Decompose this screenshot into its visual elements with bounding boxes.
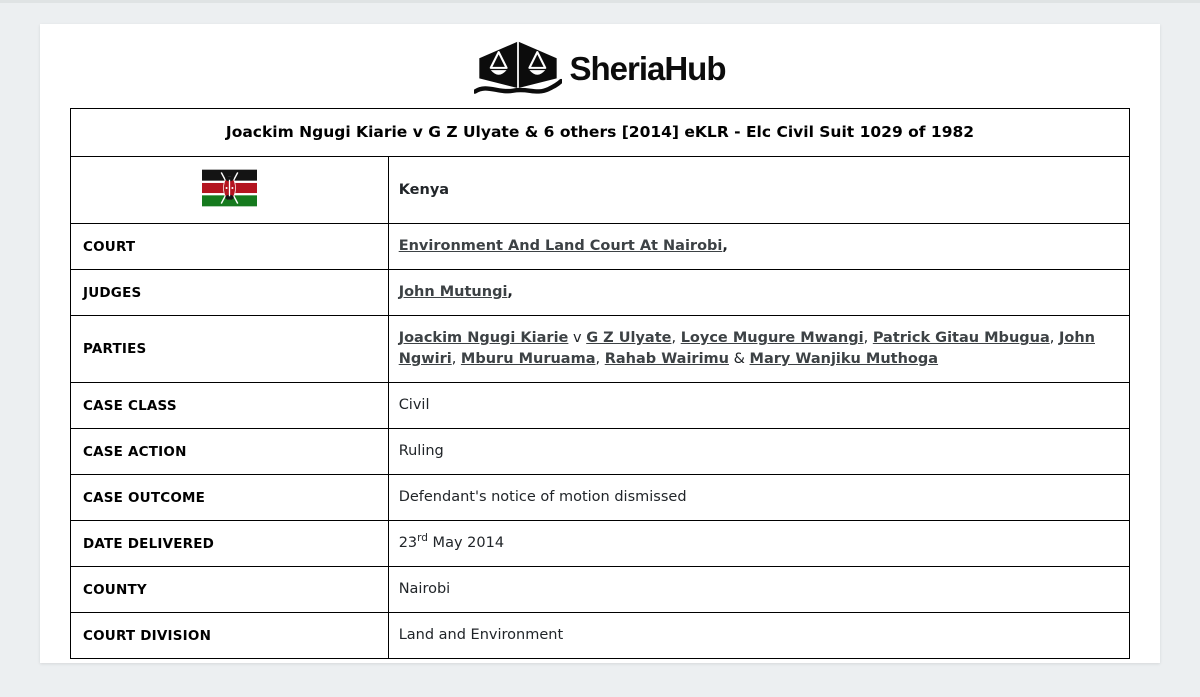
party-link[interactable]: Rahab Wairimu (604, 351, 729, 367)
field-value-text: , (863, 330, 873, 346)
case-summary-table (70, 108, 1130, 659)
field-value-text: Nairobi (398, 581, 451, 597)
case-title: Joackim Ngugi Kiarie v G Z Ulyate & 6 others [2014] eKLR - Elc Civil Suit 1029 of 1982 (71, 109, 1130, 157)
field-row-county (71, 567, 1130, 613)
field-row-judges (71, 270, 1130, 316)
field-value-text: , (722, 238, 728, 254)
field-row-case-class (71, 383, 1130, 429)
field-value-text: Defendant's notice of motion dismissed (398, 489, 687, 505)
page-top-edge (0, 0, 1200, 3)
field-value (388, 475, 1129, 521)
country-row (71, 157, 1130, 224)
field-value-text: Ruling (398, 443, 444, 459)
field-value (388, 316, 1129, 383)
field-value (388, 567, 1129, 613)
field-value-text: May 2014 (427, 535, 505, 551)
field-value-text: , (595, 351, 605, 367)
field-label: COUNTY (71, 567, 389, 613)
field-label: CASE CLASS (71, 383, 389, 429)
field-value (388, 613, 1129, 659)
field-value-text: 23 (398, 535, 418, 551)
field-label: DATE DELIVERED (71, 521, 389, 567)
case-title-row (71, 109, 1130, 157)
country-name: Kenya (388, 157, 1129, 224)
field-value-text: , (451, 351, 461, 367)
field-row-case-outcome (71, 475, 1130, 521)
court-link[interactable]: Environment And Land Court At Nairobi (398, 238, 723, 254)
party-link[interactable]: Mary Wanjiku Muthoga (749, 351, 939, 367)
field-row-court-division (71, 613, 1130, 659)
field-label: PARTIES (71, 316, 389, 383)
field-value-text: Civil (398, 397, 430, 413)
judge-link[interactable]: John Mutungi (398, 284, 508, 300)
field-row-parties (71, 316, 1130, 383)
field-value (388, 270, 1129, 316)
field-label: CASE ACTION (71, 429, 389, 475)
field-value (388, 383, 1129, 429)
party-link[interactable]: John Ngwiri (398, 330, 1095, 367)
party-link[interactable]: Mburu Muruama (460, 351, 596, 367)
field-value-text: , (507, 284, 513, 300)
field-label: COURT DIVISION (71, 613, 389, 659)
field-value-text: & (728, 351, 750, 367)
kenya-flag-icon (202, 192, 257, 211)
party-link[interactable]: Joackim Ngugi Kiarie (398, 330, 569, 346)
ordinal-suffix: rd (417, 532, 428, 545)
field-value-text: Land and Environment (398, 627, 564, 643)
field-value (388, 429, 1129, 475)
case-card (40, 24, 1160, 663)
field-label: CASE OUTCOME (71, 475, 389, 521)
brand-logo-link[interactable] (70, 38, 1130, 100)
scales-of-justice-icon (474, 38, 562, 100)
party-link[interactable]: G Z Ulyate (586, 330, 672, 346)
field-value-text: , (671, 330, 681, 346)
field-value-text: , (1049, 330, 1059, 346)
party-link[interactable]: Patrick Gitau Mbugua (872, 330, 1050, 346)
field-row-date-delivered (71, 521, 1130, 567)
field-label: JUDGES (71, 270, 389, 316)
brand-name: SheriaHub (569, 50, 726, 87)
country-flag-cell (71, 157, 389, 224)
field-value (388, 521, 1129, 567)
field-value-text: v (568, 330, 587, 346)
field-row-case-action (71, 429, 1130, 475)
field-row-court (71, 224, 1130, 270)
field-label: COURT (71, 224, 389, 270)
party-link[interactable]: Loyce Mugure Mwangi (680, 330, 864, 346)
field-value (388, 224, 1129, 270)
